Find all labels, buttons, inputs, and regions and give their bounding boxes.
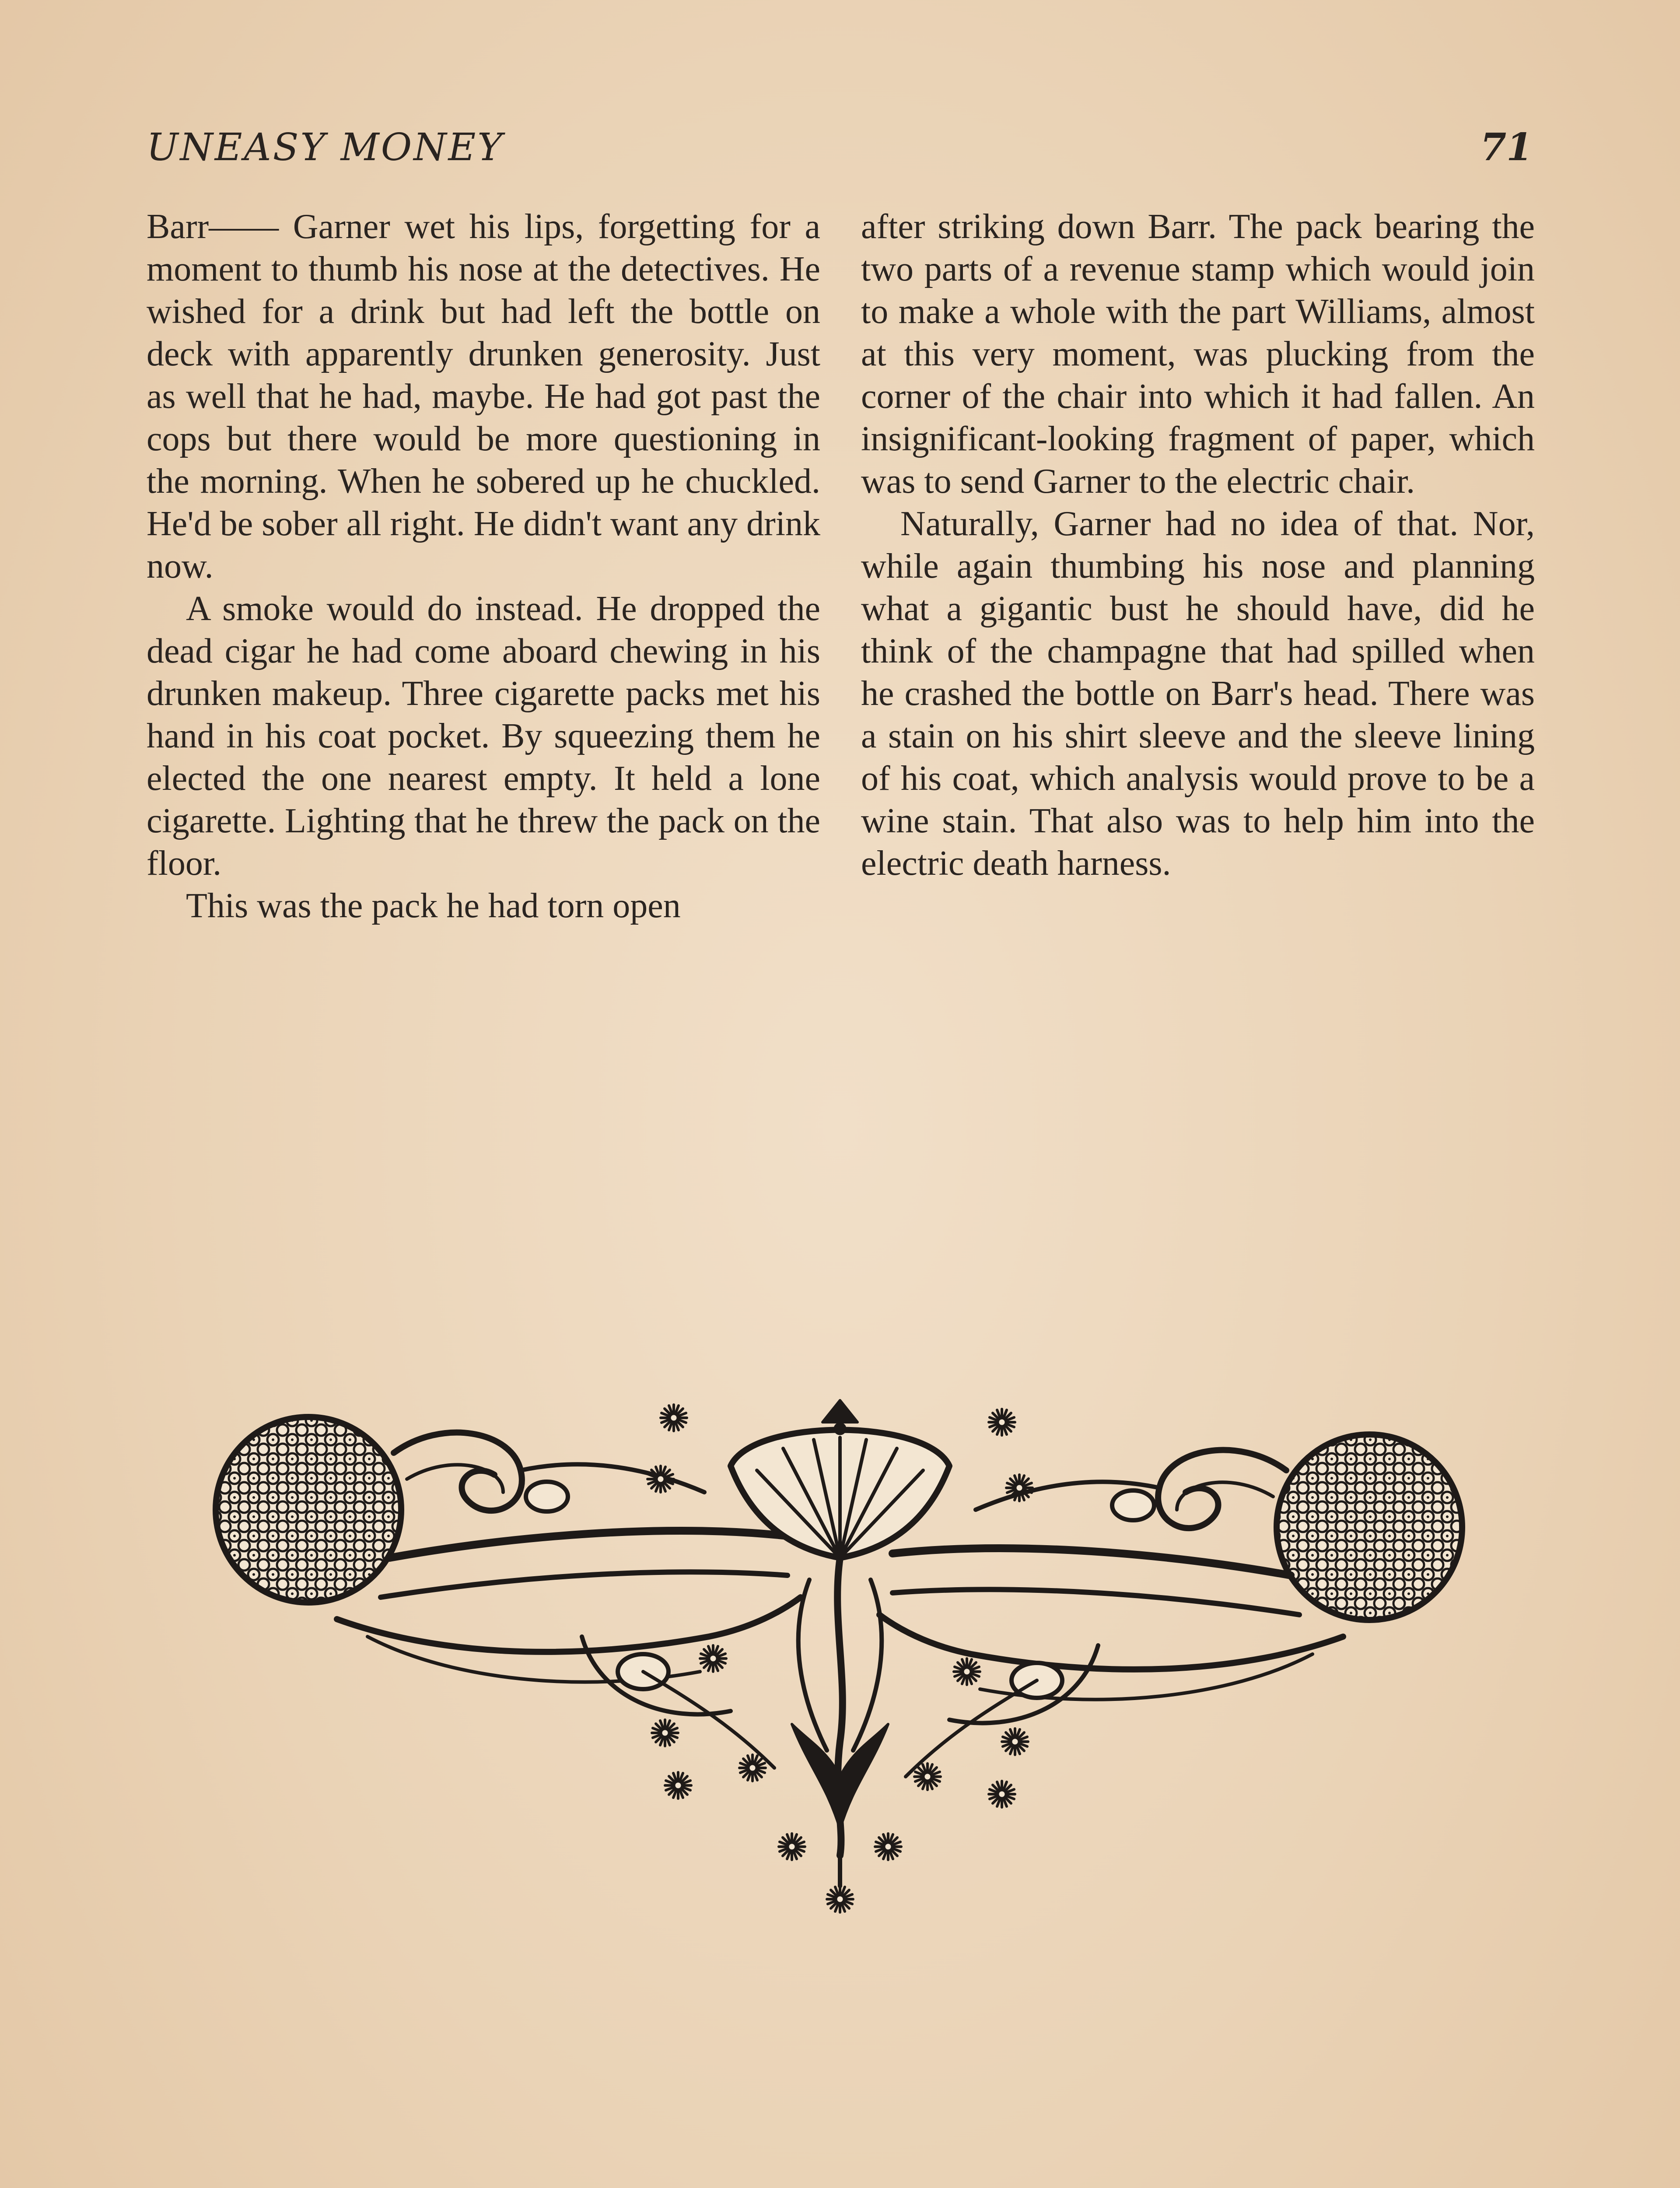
paragraph: Barr—— Garner wet his lips, forgetting for a moment to thumb his nose at the detectives. He wished for a drink but had left the bottle on deck with apparently drunken generosity. Just as well that he had, maybe. He had got past the cops but there would be more questioning in the morning. When he sobered up he chuckled. He'd be sober all right. He didn't want any drink now. <box>147 207 820 586</box>
decorative-ornament <box>206 1392 1474 1934</box>
running-title: UNEASY MONEY <box>147 126 504 169</box>
paragraph: This was the pack he had torn open <box>186 887 681 925</box>
page-number: 71 <box>1480 125 1533 169</box>
paragraph: Naturally, Garner had no idea of that. Nor, while again thumbing his nose and planning what a gigantic bust he should have, did he think of the champagne that had spilled when he crashed the bottle on Barr's head. There was a stain on his shirt sleeve and the sleeve lining of his coat, which analysis would prove to be a wine stain. That also was to help him into the electric death harness. <box>861 505 1535 883</box>
paragraph: after striking down Barr. The pack bearing the two parts of a revenue stamp which would join to make a whole with the part Williams, almost at this very moment, was plucking from the corner of the chair into which it had fallen. An insignificant-looking fragment of paper, which was to send Garner to the electric chair. <box>861 207 1535 501</box>
right-column <box>861 206 1535 885</box>
running-head <box>147 123 1533 172</box>
paragraph: A smoke would do instead. He dropped the dead cigar he had come aboard chewing in his drunken makeup. Three cigarette packs met his hand in his coat pocket. By squeezing them he elected the one nearest empty. It held a lone cigarette. Lighting that he threw the pack on the floor. <box>147 589 820 883</box>
left-column <box>147 206 820 927</box>
